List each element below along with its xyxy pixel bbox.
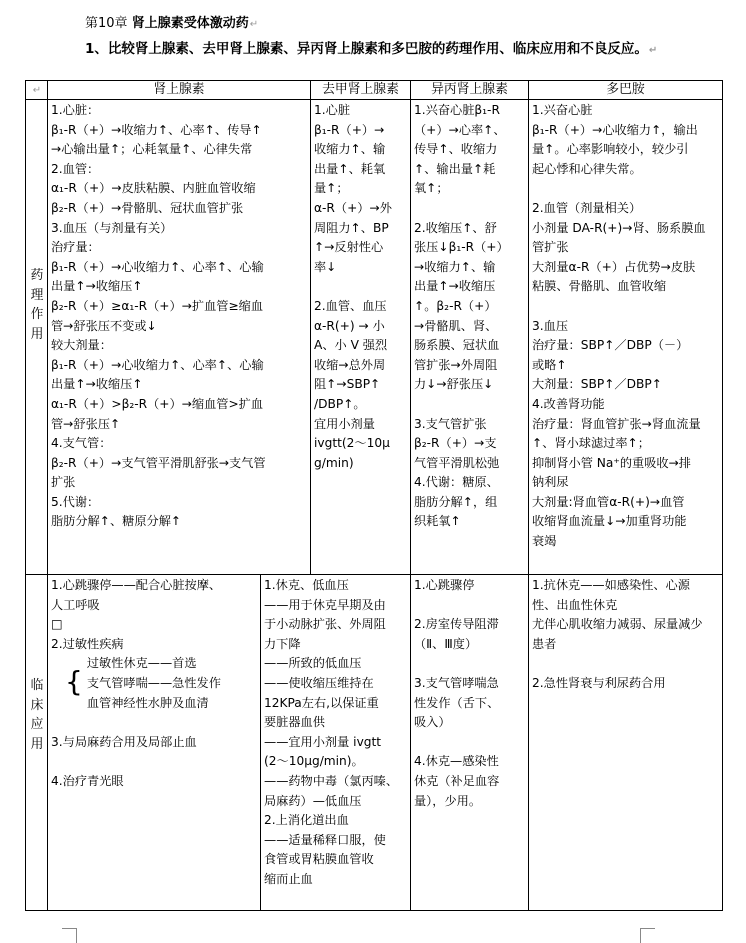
clinical-line: 4.治疗青光眼 — [51, 773, 124, 788]
text-line: 或略↑ — [532, 357, 567, 372]
text-line: A、小 V 强烈 — [314, 338, 388, 353]
text-line — [414, 654, 526, 674]
text-line: 管→舒张压不变或↓ — [51, 318, 157, 333]
text-line: 较大剂量： — [51, 338, 112, 353]
text-line: ——使收缩压维持在 — [264, 675, 374, 690]
column-header-dopamine: 多巴胺 — [529, 81, 723, 100]
text-line: 收缩力↑、输 — [314, 142, 386, 157]
line-list — [532, 576, 720, 694]
table-header-row — [26, 81, 723, 100]
text-line: 量↑。心率影响较小，较少引 — [532, 142, 689, 157]
clinical-line: 2.过敏性疾病 — [51, 636, 124, 651]
text-line: 性、出血性休克 — [532, 597, 618, 612]
text-line: 管扩张→外周阻 — [414, 357, 498, 372]
text-line: 钠利尿 — [532, 475, 569, 490]
chapter-number: 第10章 — [85, 16, 128, 31]
clinical-line: 人工呼吸 — [51, 597, 100, 612]
text-line: 治疗量： — [51, 240, 100, 255]
text-line: 力↓→舒张压↓ — [414, 377, 494, 392]
text-line: 治疗量：肾血管扩张→肾血流量 — [532, 416, 701, 431]
text-line: 脂肪分解↑，组 — [414, 494, 498, 509]
text-line: ——用于休克早期及由 — [264, 597, 386, 612]
text-line — [414, 199, 526, 219]
text-line: 尤伴心肌收缩力减弱、尿量减少 — [532, 617, 703, 632]
text-line: 出量↑→收缩压↑ — [51, 377, 143, 392]
cell-norepinephrine-pharmacology — [311, 100, 411, 575]
text-line: 出量↑→收缩压↑ — [51, 279, 143, 294]
text-line: →心输出量↑；心耗氧量↑、心律失常 — [51, 142, 253, 157]
text-line: 1.兴奋心脏 — [532, 103, 593, 117]
text-line: ——适量稀释口服，使 — [264, 832, 386, 847]
clinical-line: 1.心跳骤停——配合心脏按摩、 — [51, 578, 222, 592]
cell-dopamine-clinical — [529, 575, 723, 911]
brace-icon: { — [65, 665, 83, 699]
row-label-text: 临床应用 — [30, 678, 44, 752]
clinical-subline: 过敏性休克——首选 — [86, 656, 197, 671]
text-line: 于小动脉扩张、外周阻 — [264, 617, 386, 632]
text-line: β₁-R（+）→ — [314, 122, 385, 137]
text-line: 吸入） — [414, 715, 451, 730]
text-line: α-R(+) → 小 — [314, 318, 385, 333]
comparison-table — [25, 80, 723, 911]
question-heading — [85, 40, 685, 60]
header-corner-cell: ↵ — [26, 81, 48, 100]
text-line: 1.抗休克——如感染性、心源 — [532, 578, 690, 592]
text-line: 4.支气管： — [51, 436, 112, 451]
clinical-line — [51, 713, 258, 733]
column-header-epinephrine: 肾上腺素 — [48, 81, 311, 100]
text-line: 2.房室传导阻滞 — [414, 617, 499, 632]
text-line — [414, 395, 526, 415]
text-line: α₁-R（+）→皮肤粘膜、内脏血管收缩 — [51, 181, 256, 196]
text-line: 2.上消化道出血 — [264, 813, 349, 828]
paragraph-mark-icon: ↵ — [249, 19, 259, 30]
text-line: β₂-R（+）→支 — [414, 436, 497, 451]
text-line: 扩张 — [51, 475, 76, 490]
text-line: 性发作（舌下、 — [414, 695, 500, 710]
text-line: 率↓ — [314, 259, 337, 274]
text-line: （+）→心率↑、 — [414, 122, 506, 137]
clinical-line: □ — [51, 617, 63, 632]
text-line: 治疗量：SBP↑／DBP（－） — [532, 338, 689, 353]
text-line: ↑、输出量↑耗 — [414, 161, 496, 176]
text-line: 局麻药）—低血压 — [264, 793, 362, 808]
text-line: 氧↑； — [414, 181, 449, 196]
allergy-subitems — [65, 654, 258, 713]
text-line: α₁-R（+）>β₂-R（+）→缩血管>扩血 — [51, 396, 264, 411]
text-line: (2～10μg/min)。 — [264, 754, 364, 769]
text-line: 管扩张 — [532, 240, 569, 255]
text-line: 抑制肾小管 Na⁺的重吸收→排 — [532, 455, 691, 470]
pharmacology-row — [26, 100, 723, 575]
text-line: →收缩力↑、输 — [414, 259, 496, 274]
text-line: β₁-R（+）→心收缩力↑、心率↑、心输 — [51, 357, 264, 372]
text-line — [532, 654, 720, 674]
text-line: 织耗氧↑ — [414, 514, 461, 529]
line-list — [264, 576, 408, 890]
text-line: 管→舒张压↑ — [51, 416, 121, 431]
text-line: 3.血压 — [532, 318, 569, 333]
clinical-row — [26, 575, 723, 911]
text-line: ——所致的低血压 — [264, 656, 362, 671]
line-list — [414, 101, 526, 532]
text-line: 2.收缩压↑、舒 — [414, 220, 497, 235]
chapter-heading — [85, 12, 258, 31]
row-label-text: 药理作用 — [30, 268, 44, 342]
text-line: 4.休克—感染性 — [414, 754, 499, 769]
text-line: 休克（补足血容 — [414, 773, 500, 788]
text-line: /DBP↑。 — [314, 396, 366, 411]
line-list — [51, 101, 308, 532]
text-line: β₂-R（+）→支气管平滑肌舒张→支气管 — [51, 455, 266, 470]
text-line: β₂-R（+）≥α₁-R（+）→扩血管≥缩血 — [51, 298, 264, 313]
page-corner-mark — [640, 928, 655, 943]
cell-dopamine-pharmacology — [529, 100, 723, 575]
text-line: 要脏器血供 — [264, 715, 325, 730]
text-line: 衰竭 — [532, 534, 557, 549]
text-line: 患者 — [532, 636, 557, 651]
clinical-line: 3.与局麻药合用及局部止血 — [51, 734, 197, 749]
text-line: β₁-R（+）→收缩力↑、心率↑、传导↑ — [51, 122, 262, 137]
cell-norepinephrine-clinical — [261, 575, 411, 911]
text-line: α-R（+）→外 — [314, 200, 392, 215]
text-line: 收缩→总外周 — [314, 357, 386, 372]
text-line: 周阻力↑、BP — [314, 220, 389, 235]
text-line: 2.血管（剂量相关） — [532, 200, 642, 215]
text-line — [314, 277, 408, 297]
text-line: 食管或胃粘膜血管收 — [264, 852, 374, 867]
question-text: 1、比较肾上腺素、去甲肾上腺素、异丙肾上腺素和多巴胺的药理作用、临床应用和不良反应。 — [85, 41, 648, 57]
text-line: 2.急性肾衰与利尿药合用 — [532, 675, 666, 690]
text-line: ↑→反射性心 — [314, 240, 384, 255]
text-line: 收缩肾血流量↓→加重肾功能 — [532, 514, 687, 529]
cell-epinephrine-clinical — [48, 575, 261, 911]
text-line: 3.支气管扩张 — [414, 416, 487, 431]
clinical-subline: 支气管哮喘——急性发作 — [86, 675, 221, 690]
chapter-title: 肾上腺素受体激动药 — [131, 16, 249, 31]
text-line: 1.心脏： — [51, 103, 100, 117]
clinical-subline: 血管神经性水肿及血清 — [86, 695, 209, 710]
text-line: β₁-R（+）→心收缩力↑、心率↑、心输 — [51, 259, 264, 274]
text-line: 12KPa左右,以保证重 — [264, 695, 379, 710]
text-line: 1.休克、低血压 — [264, 578, 349, 592]
text-line: ——宜用小剂量 ivgtt — [264, 734, 382, 749]
text-line: 阻↑→SBP↑ — [314, 377, 381, 392]
text-line: 气管平滑肌松弛 — [414, 455, 500, 470]
text-line: ——药物中毒（氯丙嗪、 — [264, 773, 399, 788]
text-line: ivgtt(2～10μ — [314, 436, 390, 451]
text-line: 出量↑→收缩压 — [414, 279, 496, 294]
text-line: →骨骼肌、肾、 — [414, 318, 498, 333]
text-line: 肠系膜、冠状血 — [414, 338, 500, 353]
clinical-line — [51, 752, 258, 772]
text-line: 量↑； — [314, 181, 349, 196]
text-line: 3.支气管哮喘急 — [414, 675, 499, 690]
text-line: β₁-R（+）→心收缩力↑，输出 — [532, 122, 698, 137]
text-line: 宜用小剂量 — [314, 416, 375, 431]
text-line: 1.兴奋心脏β₁-R — [414, 103, 500, 117]
cell-epinephrine-pharmacology — [48, 100, 311, 575]
text-line — [414, 733, 526, 753]
text-line: 4.代谢：糖原、 — [414, 475, 499, 490]
text-line: 小剂量 DA-R(+)→肾、肠系膜血 — [532, 220, 706, 235]
text-line: 粘膜、骨骼肌、血管收缩 — [532, 279, 667, 294]
row-label-pharmacology — [26, 100, 48, 575]
line-list — [314, 101, 408, 473]
text-line: 4.改善肾功能 — [532, 396, 605, 411]
page-corner-mark — [62, 928, 77, 943]
text-line: 传导↑、收缩力 — [414, 142, 498, 157]
text-line: 力下降 — [264, 636, 301, 651]
paragraph-mark-icon: ↵ — [648, 45, 658, 56]
text-line — [414, 596, 526, 616]
text-line: 脂肪分解↑、糖原分解↑ — [51, 514, 182, 529]
text-line: 量），少用。 — [414, 793, 482, 808]
column-header-isoprenaline: 异丙肾上腺素 — [411, 81, 529, 100]
text-line: g/min) — [314, 455, 354, 470]
cell-isoprenaline-pharmacology — [411, 100, 529, 575]
text-line: 2.血管： — [51, 161, 100, 176]
text-line: ↑。β₂-R（+） — [414, 298, 497, 313]
text-line: β₂-R（+）→骨骼肌、冠状血管扩张 — [51, 200, 244, 215]
text-line: 2.血管、血压 — [314, 298, 387, 313]
row-label-clinical — [26, 575, 48, 911]
text-line — [532, 179, 720, 199]
column-header-norepinephrine: 去甲肾上腺素 — [311, 81, 411, 100]
text-line: 出量↑、耗氧 — [314, 161, 386, 176]
text-line: 3.血压（与剂量有关） — [51, 220, 173, 235]
text-line: 大剂量α-R（+）占优势→皮肤 — [532, 259, 696, 274]
text-line: 5.代谢： — [51, 494, 100, 509]
text-line: 起心悸和心律失常。 — [532, 161, 642, 176]
text-line: ↑、肾小球滤过率↑； — [532, 436, 650, 451]
text-line: （Ⅱ、Ⅲ度） — [414, 636, 478, 651]
cell-isoprenaline-clinical — [411, 575, 529, 911]
line-list — [532, 101, 720, 552]
line-list — [414, 576, 526, 811]
text-line — [532, 297, 720, 317]
text-line: 大剂量:肾血管α-R(+)→血管 — [532, 494, 685, 509]
text-line: 缩而止血 — [264, 871, 313, 886]
text-line: 大剂量：SBP↑／DBP↑ — [532, 377, 662, 392]
text-line: 1.心脏 — [314, 103, 351, 117]
text-line: 张压↓β₁-R（+） — [414, 240, 509, 255]
text-line: 1.心跳骤停 — [414, 578, 475, 592]
